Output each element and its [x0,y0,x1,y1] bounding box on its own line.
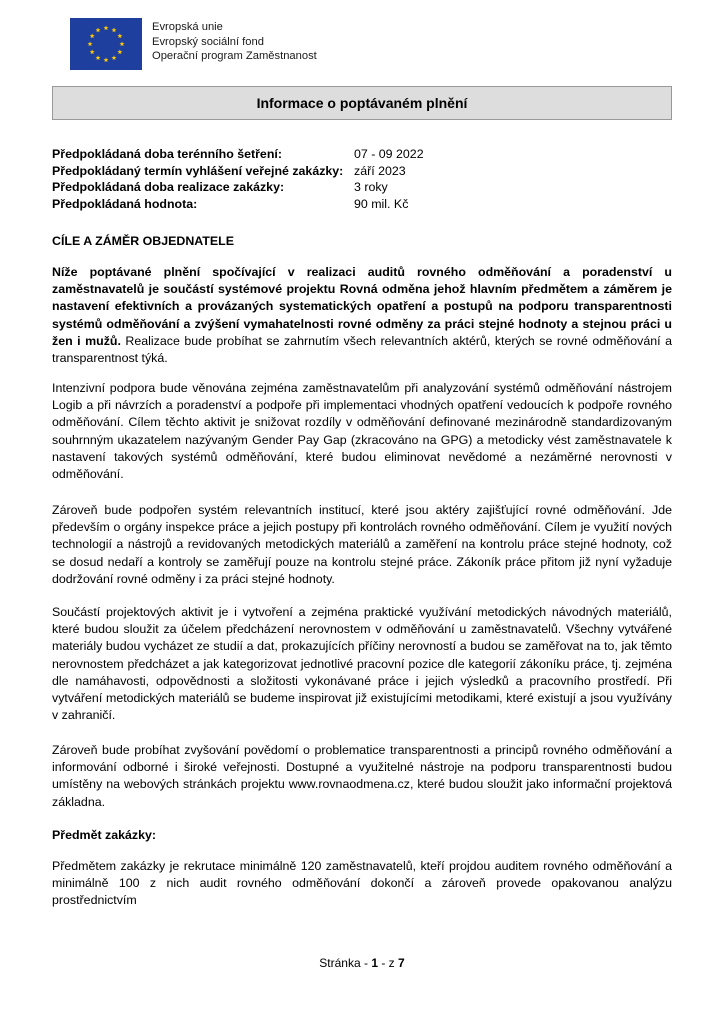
paragraph-2: Intenzivní podpora bude věnována zejména zaměstnavatelům při analyzování systémů odměňování nástrojem Logib a při návrzích a poradenství a podpoře při implementaci vhodných opatření vedoucích k podpoře rovného odměňování. Cílem těchto aktivit je snižovat rozdíly v odměňování definované mezinárodně standardizovaným souhrnným ukazatelem nazývaným Gender Pay Gap (zkracováno na GPG) a metodicky vést zaměstnavatele k nastavení takových systémů odměňování, které budou eliminovat nevědomé a nezáměrné nerovnosti v odměňování. [52,381,672,482]
document-title: Informace o poptávaném plnění [52,86,672,120]
footer-total-pages: 7 [398,956,405,970]
eu-star-icon [104,25,109,30]
eu-star-icon [90,33,95,38]
header-line-1: Evropská unie [152,21,223,33]
info-row [52,179,424,196]
paragraph-1-rest: Realizace bude probíhat se zahrnutím všech relevantních aktérů, kterých se rovné odměňování a transparentnost týká. [52,333,673,366]
info-row [52,163,424,180]
info-label: Předpokládaná hodnota: [52,196,198,211]
info-row [52,146,424,163]
paragraph-5: Zároveň bude probíhat zvyšování povědomí o problematice transparentnosti a principů rovného odměňování a informování odborné i široké veřejnosti. Dostupné a využitelné nástroje na podporu transparentnosti budou umístěny na webových stránkách projektu www.rovnaodmena.cz, které budou sloužit jako informační projektová základna. [52,743,672,809]
info-label: Předpokládaný termín vyhlášení veřejné zakázky: [52,163,344,178]
info-value: 3 roky [354,180,388,194]
eu-star-icon [96,55,101,60]
paragraph-1 [52,264,672,367]
eu-star-icon [112,55,117,60]
footer-separator: z [388,956,395,970]
eu-star-icon [90,49,95,54]
eu-flag-icon [70,18,142,70]
eu-star-icon [104,57,109,62]
footer-current-page: 1 [371,956,378,970]
paragraph-1-bold: Níže poptávané plnění spočívající v realizaci auditů rovného odměňování a poradenství u zaměstnavatelů je součástí systémové projektu Rovná odměna jehož hlavním předmětem a záměrem je nastavení efektivních a provázaných systematických opatření a postupů na podporu transparentnosti systémů odměňování a zvýšení vymahatelnosti rovné odměny za práci stejné hodnoty a stejnou práci u žen i mužů. [52,265,672,348]
page-footer: Stránka - 1 - z 7 [319,956,405,970]
eu-star-icon [96,28,101,33]
paragraph-6: Předmětem zakázky je rekrutace minimálně 120 zaměstnavatelů, kteří projdou auditem rovného odměňování a minimálně 100 z nich audit rovného odměňování dokončí a zároveň provede opakovanou analýzu prostřednictvím [52,859,672,908]
info-label: Předpokládaná doba realizace zakázky: [52,180,285,194]
eu-star-icon [112,28,117,33]
paragraph-4: Součástí projektových aktivit je i vytvoření a zejména praktické využívání metodických návodných materiálů, které budou sloužit za účelem předcházení nerovnostem v odměňování u zaměstnavatelů. Všechny vytvářené materiály budou vycházet ze studií a dat, prokazujících příčiny nerovností a budou se zaměřovat na to, jak těmto nerovnostem předcházet a jak kategorizovat jednotlivé pracovní pozice dle kategorií zákoníku práce, tj. zejména dle namáhavosti, odpovědnosti a složitosti vykonávané práce i jejich výsledků a pracovního prostředí. Při vytváření metodických materiálů se budeme inspirovat již existujícími metodikami, které existují a jsou využívány v zahraničí. [52,605,672,723]
header-line-2: Evropský sociální fond [152,35,264,48]
eu-star-icon [120,41,125,46]
footer-prefix: Stránka [319,956,361,970]
eu-star-icon [117,49,122,54]
info-table [52,146,424,212]
header-text [152,18,317,64]
info-value: 90 mil. Kč [354,196,409,211]
info-value: září 2023 [354,163,406,178]
info-row [52,196,424,213]
paragraph-3: Zároveň bude podpořen systém relevantních institucí, které jsou aktéry zajišťující rovné odměňování. Jde především o orgány inspekce práce a jejich postupy při kontrolách rovného odměňování. Cílem je využití nových technologií a nástrojů a revidovaných metodických materiálů a zaměření na kontrolu práce stejné hodnoty, což se dosud nedaří a kontroly se zaměřují pouze na kontrolu stejné práce. Zákoník práce přitom již nyní vyžaduje dodržování rovné odměny i za práci stejné hodnoty. [52,503,672,586]
section-heading-subject: Předmět zakázky: [52,828,156,842]
info-value: 07 - 09 2022 [354,147,424,161]
header-line-3: Operační program Zaměstnanost [152,50,317,62]
eu-star-icon [117,33,122,38]
info-label: Předpokládaná doba terénního šetření: [52,147,282,161]
section-heading-goals: CÍLE A ZÁMĚR OBJEDNATELE [52,234,234,248]
page-header [70,18,317,70]
eu-star-icon [88,41,93,46]
